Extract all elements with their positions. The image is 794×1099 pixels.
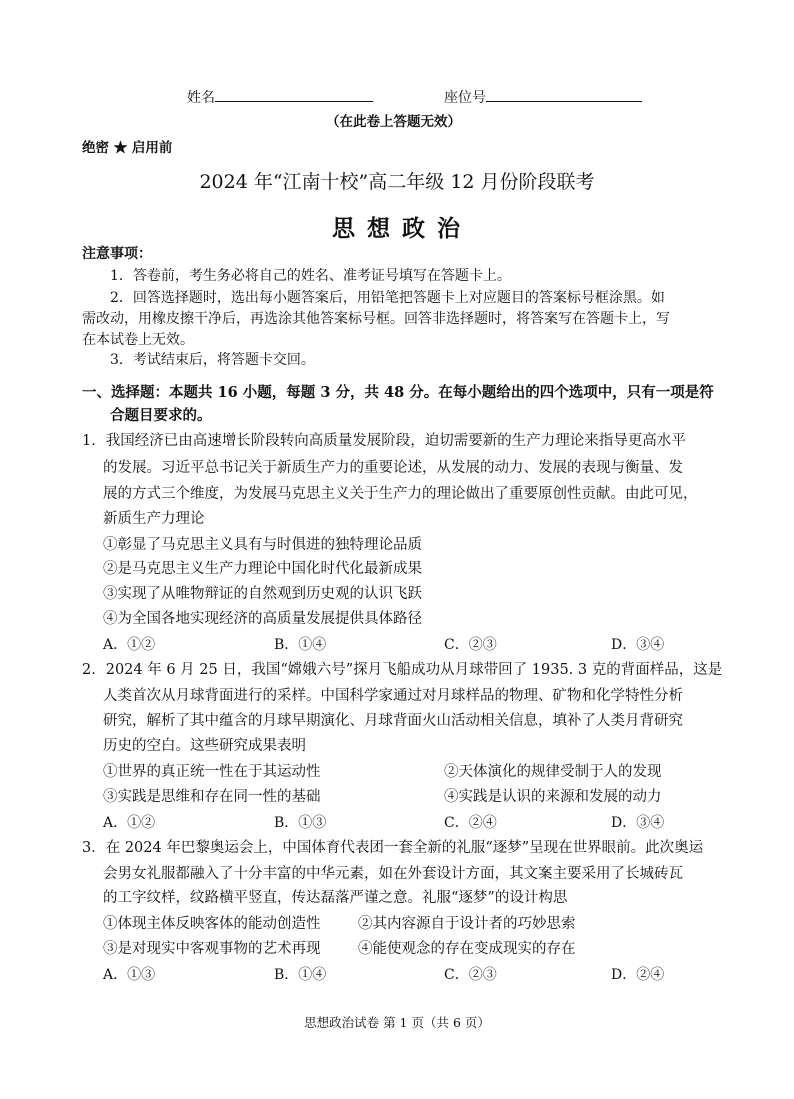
question-item: ①彰显了马克思主义具有与时俱进的独特理论品质 [103,537,422,553]
subject-title: 思 想 政 治 [331,215,463,242]
question-item: ④为全国各地实现经济的高质量发展提供具体路径 [103,611,422,627]
option-b: B．①③ [274,815,327,831]
seat-field-row [444,86,642,107]
question-item: ①世界的真正统一性在于其运动性 [103,764,321,780]
option-c: C．②④ [444,815,497,831]
option-a: A．①② [103,815,156,831]
question-stem-line: 会男女礼服都融入了十分丰富的中华元素，如在外套设计方面，其文案主要采用了长城砖瓦 [103,866,683,882]
notes-heading: 注意事项： [82,246,152,262]
name-label: 姓名 [187,90,215,106]
option-c: C．②③ [444,967,497,983]
section-heading-cont: 合题目要求的。 [110,407,212,424]
notes-line: 1．答卷前，考生务必将自己的姓名、准考证号填写在答题卡上。 [110,268,511,284]
question-item: ④实践是认识的来源和发展的动力 [444,789,662,805]
question-stem-line: 研究，解析了其中蕴含的月球早期演化、月球背面火山活动相关信息，填补了人类月背研究 [103,713,683,729]
question-stem-line: 新质生产力理论 [103,511,205,527]
question-stem-line: 人类首次从月球背面进行的采样。中国科学家通过对月球样品的物理、矿物和化学特性分析 [103,688,683,704]
page-footer: 思想政治试卷 第 1 页（共 6 页） [304,1015,490,1030]
question-stem-line: 1．我国经济已由高速增长阶段转向高质量发展阶段，迫切需要新的生产力理论来指导更高水平 [82,433,686,449]
option-d: D．③④ [611,815,665,831]
option-d: D．③④ [611,637,665,653]
notes-line: 需改动，用橡皮擦干净后，再选涂其他答案标号框。回答非选择题时，将答案写在答题卡上，写 [82,311,670,327]
notes-line: 在本试卷上无效。 [82,332,194,348]
notes-line: 2．回答选择题时，选出每小题答案后，用铅笔把答题卡上对应题目的答案标号框涂黑。如 [110,290,665,306]
question-item: ②其内容源自于设计者的巧妙思索 [358,916,576,932]
section-heading: 一、选择题：本题共 16 小题，每题 3 分，共 48 分。在每小题给出的四个选项中，只有一项是符 [82,384,714,401]
option-b: B．①④ [274,637,327,653]
option-a: A．①② [103,637,156,653]
notes-line: 3．考试结束后，将答题卡交回。 [110,352,315,368]
question-item: ③实现了从唯物辩证的自然观到历史观的认识飞跃 [103,586,422,602]
question-item: ③实践是思维和存在同一性的基础 [103,789,321,805]
invalid-note: （在此卷上答题无效） [326,114,461,130]
question-item: ②是马克思主义生产力理论中国化时代化最新成果 [103,561,422,577]
question-stem-line: 的工字纹样，纹路横平竖直，传达磊落严谨之意。礼服“逐梦”的设计构思 [103,890,568,906]
question-stem-line: 历史的空白。这些研究成果表明 [103,738,306,754]
question-item: ②天体演化的规律受制于人的发现 [444,764,662,780]
option-a: A．①③ [103,967,156,983]
question-item: ①体现主体反映客体的能动创造性 [103,916,321,932]
question-stem-line: 3．在 2024 年巴黎奥运会上，中国体育代表团一套全新的礼服“逐梦”呈现在世界眼前。此次奥运 [82,840,704,856]
secret-mark: 绝密 ★ 启用前 [82,140,173,156]
option-c: C．②③ [444,637,497,653]
question-stem-line: 展的方式三个维度，为发展马克思主义关于生产力的理论做出了重要原创性贡献。由此可见， [103,486,698,502]
option-b: B．①④ [274,967,327,983]
question-stem-line: 2．2024 年 6 月 25 日，我国“嫦娥六号”探月飞船成功从月球带回了 1935. 3 克的背面样品，这是 [82,662,723,678]
question-item: ③是对现实中客观事物的艺术再现 [103,941,321,957]
question-stem-line: 的发展。习近平总书记关于新质生产力的重要论述，从发展的动力、发展的表现与衡量、发 [103,460,683,476]
exam-title: 2024 年“江南十校”高二年级 12 月份阶段联考 [199,171,595,193]
option-d: D．②④ [611,967,665,983]
seat-blank [486,86,642,102]
name-blank [215,86,373,102]
question-item: ④能使观念的存在变成现实的存在 [358,941,576,957]
seat-label: 座位号 [444,90,486,106]
name-field-row [187,86,373,107]
